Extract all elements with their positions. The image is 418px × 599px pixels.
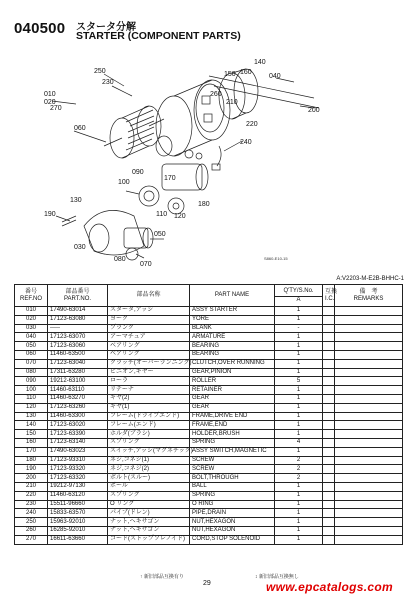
remarks-cell	[335, 438, 403, 447]
section-title-jp: スタータ分解	[76, 22, 136, 33]
part-name-cell: BEARING	[190, 342, 275, 351]
part-name-cell: BALL	[190, 482, 275, 491]
qty-cell: 1	[275, 447, 323, 456]
ref-no-header	[15, 285, 48, 307]
interchange-cell	[323, 403, 335, 412]
qty-cell: 1	[275, 342, 323, 351]
table-row	[15, 350, 403, 359]
callout: 160	[240, 69, 252, 76]
ref-no-label-jp: 番号	[25, 288, 38, 295]
qty-cell: 1	[275, 518, 323, 527]
callout: 030	[74, 244, 86, 251]
table-row	[15, 421, 403, 430]
remarks-cell	[335, 482, 403, 491]
callout: 250	[94, 68, 106, 75]
interchange-cell	[323, 500, 335, 509]
callout: 040	[269, 73, 281, 80]
ref-no-cell: 030	[15, 324, 48, 333]
remarks-cell	[335, 430, 403, 439]
interchange-cell	[323, 412, 335, 421]
jp-name-cell: スイッチ,アッシ(マグネチック)	[108, 447, 190, 456]
remarks-header	[335, 285, 403, 307]
callout: 260	[210, 91, 222, 98]
through-bolt-line	[209, 76, 314, 98]
jp-name-header: 部品名称	[108, 285, 190, 307]
qty-cell: 1	[275, 430, 323, 439]
callout: 110	[156, 211, 168, 218]
table-row	[15, 474, 403, 483]
part-name-cell: RETAINER	[190, 386, 275, 395]
jp-name-cell: O リング	[108, 500, 190, 509]
part-name-cell: O RING	[190, 500, 275, 509]
jp-name-cell: フレーム(エンド)	[108, 421, 190, 430]
jp-name-cell: ギヤ(2)	[108, 394, 190, 403]
ref-no-cell: 080	[15, 368, 48, 377]
callout: 050	[154, 231, 166, 238]
remarks-cell	[335, 350, 403, 359]
jp-name-cell: コード(ストップソレノイド)	[108, 535, 190, 544]
yoke	[156, 96, 192, 156]
remarks-cell	[335, 386, 403, 395]
ref-no-cell: 240	[15, 509, 48, 518]
callout: 060	[74, 125, 86, 132]
qty-cell: 2	[275, 456, 323, 465]
part-no-cell: 17123-63320	[48, 474, 108, 483]
interchange-cell	[323, 350, 335, 359]
ref-no-cell: 010	[15, 307, 48, 316]
part-no-cell: 15833-63570	[48, 509, 108, 518]
part-no-cell: 17311-63280	[48, 368, 108, 377]
part-no-cell: 16611-63660	[48, 535, 108, 544]
part-no-cell: 11460-63120	[48, 491, 108, 500]
qty-cell: 1	[275, 315, 323, 324]
jp-name-cell: パイプ(ドレン)	[108, 509, 190, 518]
part-no-cell: 19212-63100	[48, 377, 108, 386]
part-name-cell: GEAR,PINION	[190, 368, 275, 377]
part-no-cell: 17123-93310	[48, 456, 108, 465]
gear	[139, 186, 159, 206]
jp-name-cell: ベアリング	[108, 350, 190, 359]
part-no-cell: 17123-63070	[48, 333, 108, 342]
part-name-cell: ASSY SWITCH,MAGNETIC	[190, 447, 275, 456]
qty-cell: 1	[275, 386, 323, 395]
jp-name-cell: ナット,ヘキサゴン	[108, 518, 190, 527]
qty-cell: 1	[275, 350, 323, 359]
ref-no-cell: 160	[15, 438, 48, 447]
jp-name-cell: リテーナ	[108, 386, 190, 395]
remarks-cell	[335, 403, 403, 412]
part-name-cell: CLUTCH,OVER RUNNING	[190, 359, 275, 368]
watermark: www.epcatalogs.com	[266, 580, 393, 594]
callout: 190	[44, 211, 56, 218]
ref-no-cell: 100	[15, 386, 48, 395]
table-row	[15, 526, 403, 535]
remarks-cell	[335, 491, 403, 500]
callout: 100	[118, 179, 130, 186]
jp-name-cell: ギヤ(1)	[108, 403, 190, 412]
interchange-cell	[323, 482, 335, 491]
callout: 150	[224, 71, 236, 78]
interchange-cell	[323, 430, 335, 439]
remarks-cell	[335, 377, 403, 386]
interchange-cell	[323, 447, 335, 456]
qty-cell: 2	[275, 474, 323, 483]
model-code: A:V2203-M-E2B-BHHC-1	[336, 276, 404, 282]
table-row	[15, 377, 403, 386]
qty-cell: 1	[275, 307, 323, 316]
part-name-cell: SPRING	[190, 438, 275, 447]
jp-name-cell: ホルダ(ブラシ)	[108, 430, 190, 439]
part-no-cell: 17123-93320	[48, 465, 108, 474]
interchange-cell	[323, 456, 335, 465]
remarks-cell	[335, 421, 403, 430]
jp-name-cell: スプリング	[108, 491, 190, 500]
interchange-label-jp: 互換	[325, 288, 338, 295]
interchange-cell	[323, 474, 335, 483]
jp-name-cell: クラッチ(オーバーランニング)	[108, 359, 190, 368]
interchange-cell	[323, 342, 335, 351]
part-name-cell: GEAR	[190, 403, 275, 412]
interchange-cell	[323, 359, 335, 368]
part-name-cell: ROLLER	[190, 377, 275, 386]
interchange-cell	[323, 368, 335, 377]
part-no-cell: 17490-63023	[48, 447, 108, 456]
part-no-cell: 17123-63390	[48, 430, 108, 439]
ref-no-cell: 260	[15, 526, 48, 535]
jp-name-cell: ヨーク	[108, 315, 190, 324]
part-name-cell: ASSY STARTER	[190, 307, 275, 316]
exploded-diagram	[14, 46, 402, 276]
ref-no-cell: 020	[15, 315, 48, 324]
table-row	[15, 386, 403, 395]
remarks-cell	[335, 465, 403, 474]
part-name-cell: FRAME,DRIVE END	[190, 412, 275, 421]
callout: 220	[246, 121, 258, 128]
part-no-cell: 11460-63500	[48, 350, 108, 359]
callout: 170	[164, 175, 176, 182]
part-no-cell: 17123-63020	[48, 421, 108, 430]
jp-name-cell: アーマチュア	[108, 333, 190, 342]
part-no-cell: 11460-63300	[48, 412, 108, 421]
ref-no-label: REF.NO	[20, 295, 43, 302]
o-ring	[156, 136, 172, 156]
callout: 090	[132, 169, 144, 176]
section-code: 040500	[14, 20, 66, 37]
callout: 270	[50, 105, 62, 112]
callout: 230	[102, 79, 114, 86]
qty-cell: 1	[275, 368, 323, 377]
callout: 180	[198, 201, 210, 208]
remarks-cell	[335, 412, 403, 421]
ref-no-cell: 170	[15, 447, 48, 456]
part-no-cell: 17490-63014	[48, 307, 108, 316]
interchange-cell	[323, 307, 335, 316]
part-no-cell: 11460-63110	[48, 386, 108, 395]
table-row	[15, 342, 403, 351]
part-name-cell: PIPE,DRAIN	[190, 509, 275, 518]
interchange-cell	[323, 438, 335, 447]
ref-no-cell: 050	[15, 342, 48, 351]
qty-cell: 1	[275, 412, 323, 421]
footnote-interchangeable: ↑ 新旧部品互換有り	[140, 574, 184, 580]
qty-cell: 1	[275, 394, 323, 403]
remarks-cell	[335, 509, 403, 518]
interchange-cell	[323, 509, 335, 518]
interchange-cell	[323, 421, 335, 430]
callout: 070	[140, 261, 152, 268]
part-name-cell: NUT,HEXAGON	[190, 526, 275, 535]
jp-name-cell: ネジ,コネジ(2)	[108, 465, 190, 474]
table-row	[15, 333, 403, 342]
interchange-cell	[323, 465, 335, 474]
ref-no-cell: 060	[15, 350, 48, 359]
ref-no-cell: 180	[15, 456, 48, 465]
remarks-cell	[335, 324, 403, 333]
table-row	[15, 359, 403, 368]
part-name-cell: CORD,STOP SOLENOID	[190, 535, 275, 544]
qty-cell: 4	[275, 438, 323, 447]
remarks-cell	[335, 500, 403, 509]
interchange-cell	[323, 491, 335, 500]
part-no-cell: 16285-92010	[48, 526, 108, 535]
ref-no-cell: 140	[15, 421, 48, 430]
part-no-header	[48, 285, 108, 307]
qty-cell: 1	[275, 535, 323, 544]
interchange-cell	[323, 377, 335, 386]
remarks-cell	[335, 456, 403, 465]
remarks-label: REMARKS	[353, 295, 384, 302]
table-row	[15, 412, 403, 421]
jp-name-cell: ボール	[108, 482, 190, 491]
drain-pipe	[217, 146, 221, 166]
ref-no-cell: 230	[15, 500, 48, 509]
remarks-cell	[335, 394, 403, 403]
part-no-label-jp: 部品番号	[65, 288, 90, 295]
parts-table	[14, 284, 403, 545]
table-row	[15, 394, 403, 403]
table-row	[15, 518, 403, 527]
callout: 120	[174, 213, 186, 220]
remarks-cell	[335, 535, 403, 544]
callout: 210	[226, 99, 238, 106]
callout: 020	[44, 99, 56, 106]
remarks-label-jp: 備 考	[359, 288, 378, 295]
remarks-cell	[335, 447, 403, 456]
remarks-cell	[335, 518, 403, 527]
interchange-cell	[323, 386, 335, 395]
ref-no-cell: 090	[15, 377, 48, 386]
remarks-cell	[335, 342, 403, 351]
section-title: STARTER (COMPONENT PARTS)	[76, 30, 241, 42]
jp-name-cell: ローラ	[108, 377, 190, 386]
qty-cell: -	[275, 324, 323, 333]
remarks-cell	[335, 474, 403, 483]
table-row	[15, 403, 403, 412]
table-row	[15, 447, 403, 456]
part-name-cell: SCREW	[190, 465, 275, 474]
part-no-cell: 17123-63140	[48, 438, 108, 447]
jp-name-cell: ベアリング	[108, 342, 190, 351]
part-name-cell: SCREW	[190, 456, 275, 465]
jp-name-cell: ボルト(スルー)	[108, 474, 190, 483]
callout: 080	[114, 256, 126, 263]
remarks-cell	[335, 315, 403, 324]
part-name-cell: ARMATURE	[190, 333, 275, 342]
jp-name-cell: ネジ,コネジ(1)	[108, 456, 190, 465]
part-no-cell: -----	[48, 324, 108, 333]
part-name-cell: BLANK	[190, 324, 275, 333]
ref-no-cell: 270	[15, 535, 48, 544]
jp-name-cell: ナット,ヘキサゴン	[108, 526, 190, 535]
table-row	[15, 465, 403, 474]
qty-sub-label: A	[275, 296, 322, 304]
jp-name-cell: スプリング	[108, 438, 190, 447]
table-row	[15, 324, 403, 333]
jp-name-cell: ピニオン,ギヤー	[108, 368, 190, 377]
callout: 010	[44, 91, 56, 98]
interchange-cell	[323, 518, 335, 527]
part-no-cell: 11460-63270	[48, 394, 108, 403]
callout: 240	[240, 139, 252, 146]
remarks-cell	[335, 307, 403, 316]
qty-cell: 1	[275, 421, 323, 430]
qty-cell: 1	[275, 333, 323, 342]
interchange-cell	[323, 535, 335, 544]
callout: 200	[308, 107, 320, 114]
table-header-row	[15, 285, 403, 307]
interchange-cell	[323, 526, 335, 535]
remarks-cell	[335, 368, 403, 377]
part-name-cell: GEAR	[190, 394, 275, 403]
part-no-cell: 19212-97130	[48, 482, 108, 491]
qty-cell: 2	[275, 465, 323, 474]
footnote-not-interchangeable: ↕ 新旧部品互換無し	[255, 574, 299, 580]
callout: 140	[254, 59, 266, 66]
qty-cell: 1	[275, 359, 323, 368]
ref-no-cell: 070	[15, 359, 48, 368]
interchange-label: I.C.	[325, 295, 335, 302]
part-name-cell: BEARING	[190, 350, 275, 359]
remarks-cell	[335, 333, 403, 342]
interchange-header	[323, 285, 338, 307]
page-number: 29	[203, 580, 211, 587]
table-row	[15, 535, 403, 544]
table-row	[15, 482, 403, 491]
qty-cell: 1	[275, 403, 323, 412]
table-row	[15, 438, 403, 447]
ref-no-cell: 130	[15, 412, 48, 421]
callout: 130	[70, 197, 82, 204]
qty-cell: 5	[275, 377, 323, 386]
qty-cell: 1	[275, 509, 323, 518]
table-row	[15, 430, 403, 439]
ref-no-cell: 220	[15, 491, 48, 500]
interchange-cell	[323, 394, 335, 403]
jp-name-cell: ブランク	[108, 324, 190, 333]
ref-no-cell: 110	[15, 394, 48, 403]
part-name-header: PART NAME	[190, 285, 275, 307]
table-row	[15, 368, 403, 377]
qty-cell: 1	[275, 491, 323, 500]
interchange-cell	[323, 324, 335, 333]
qty-header	[275, 285, 323, 307]
part-no-cell: 15511-96660	[48, 500, 108, 509]
remarks-cell	[335, 359, 403, 368]
table-row	[15, 307, 403, 316]
qty-cell: 1	[275, 482, 323, 491]
part-no-cell: 15963-92010	[48, 518, 108, 527]
part-name-cell: NUT,HEXAGON	[190, 518, 275, 527]
jp-name-cell: フレーム(ドライブエンド)	[108, 412, 190, 421]
table-row	[15, 509, 403, 518]
qty-cell: 1	[275, 526, 323, 535]
part-no-cell: 17123-63040	[48, 359, 108, 368]
table-row	[15, 315, 403, 324]
starter-illustration	[14, 46, 402, 276]
ref-no-cell: 040	[15, 333, 48, 342]
part-no-cell: 17123-63060	[48, 342, 108, 351]
ref-no-cell: 150	[15, 430, 48, 439]
ref-no-cell: 200	[15, 474, 48, 483]
qty-label: Q'TY/S.No.	[283, 287, 314, 294]
table-row	[15, 456, 403, 465]
ref-no-cell: 250	[15, 518, 48, 527]
part-no-cell: 17123-63080	[48, 315, 108, 324]
table-row	[15, 500, 403, 509]
ref-no-cell: 120	[15, 403, 48, 412]
table-row	[15, 491, 403, 500]
ref-no-cell: 190	[15, 465, 48, 474]
part-name-cell: HOLDER,BRUSH	[190, 430, 275, 439]
qty-cell: 1	[275, 500, 323, 509]
part-name-cell: FRAME,END	[190, 421, 275, 430]
part-name-cell: SPRING	[190, 491, 275, 500]
part-no-cell: 17123-63260	[48, 403, 108, 412]
part-name-cell: BOLT,THROUGH	[190, 474, 275, 483]
jp-name-cell: スタータ,アッシ	[108, 307, 190, 316]
parts-table-body	[15, 307, 403, 545]
part-name-cell: YORE	[190, 315, 275, 324]
interchange-cell	[323, 333, 335, 342]
part-no-label: PART.NO.	[63, 295, 92, 302]
figure-id: S860-E10-15	[264, 256, 288, 261]
interchange-cell	[323, 315, 335, 324]
ref-no-cell: 210	[15, 482, 48, 491]
remarks-cell	[335, 526, 403, 535]
